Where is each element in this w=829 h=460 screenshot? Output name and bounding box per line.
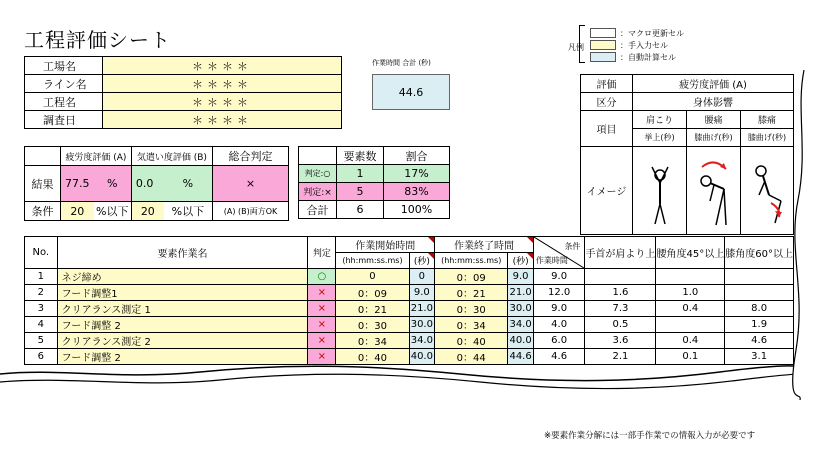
- result-table: [24, 146, 289, 221]
- row-cond-knee: 8.0: [725, 301, 794, 317]
- count-table: [298, 146, 450, 219]
- table-row: [25, 333, 794, 349]
- attention-cond-unit: %以下: [164, 202, 213, 221]
- total-time-value: 44.6: [372, 74, 450, 110]
- legend-swatch-macro: [590, 28, 616, 38]
- row-cond-wrist: [585, 269, 656, 285]
- info-label-date: 調査日: [25, 111, 103, 129]
- row-work-time: 4.6: [533, 349, 585, 365]
- item-label: 項目: [581, 111, 633, 147]
- fatigue-header: 疲労度評価 (A): [61, 147, 132, 166]
- row-cond-waist: 0.4: [656, 301, 725, 317]
- legend-text-macro: ：マクロ更新セル: [620, 29, 684, 38]
- row-judge: ×: [308, 349, 336, 365]
- category-label: 区分: [581, 93, 633, 111]
- row-start-sec: 34.0: [409, 333, 434, 349]
- legend-swatch-auto: [590, 52, 616, 62]
- row-start-time[interactable]: 0: [336, 269, 409, 285]
- total-time-label: 作業時間 合計 (秒): [372, 59, 431, 67]
- item-shoulder-bottom: 挙上(秒): [633, 129, 687, 147]
- sheet-title: 工程評価シート: [24, 28, 171, 52]
- row-no: 5: [25, 333, 58, 349]
- row-cond-wrist: 7.3: [585, 301, 656, 317]
- row-name[interactable]: ネジ締め: [57, 269, 308, 285]
- item-knee-bottom: 膝曲げ(秒): [741, 129, 794, 147]
- count-ok-label: 判定:○: [299, 165, 337, 183]
- info-label-process: 工程名: [25, 93, 103, 111]
- row-cond-wrist: 0.5: [585, 317, 656, 333]
- result-corner: [25, 147, 61, 166]
- row-judge: ○: [308, 269, 336, 285]
- squatting-figure-icon: [745, 149, 789, 229]
- row-end-time[interactable]: 0：34: [435, 317, 508, 333]
- ratio-ok-value: 17%: [384, 165, 450, 183]
- element-table: [24, 236, 794, 365]
- row-name[interactable]: クリアランス測定 2: [57, 333, 308, 349]
- item-waist-bottom: 膝曲げ(秒): [687, 129, 741, 147]
- info-label-factory: 工場名: [25, 57, 103, 75]
- row-end-time[interactable]: 0：44: [435, 349, 508, 365]
- row-start-time[interactable]: 0：34: [336, 333, 409, 349]
- info-label-line: ライン名: [25, 75, 103, 93]
- row-end-time[interactable]: 0：21: [435, 285, 508, 301]
- row-work-time: 9.0: [533, 301, 585, 317]
- info-value-factory[interactable]: ＊＊＊＊: [103, 57, 342, 75]
- row-start-sec: 9.0: [409, 285, 434, 301]
- row-no: 2: [25, 285, 58, 301]
- item-shoulder-top: 肩こり: [633, 111, 687, 129]
- no-header: No.: [25, 237, 58, 269]
- row-end-sec: 34.0: [508, 317, 533, 333]
- row-cond-knee: 4.6: [725, 333, 794, 349]
- overall-header: 総合判定: [213, 147, 289, 166]
- judge-header: 判定: [308, 237, 336, 269]
- attention-cond-value[interactable]: 20: [131, 202, 163, 221]
- row-no: 4: [25, 317, 58, 333]
- row-end-time[interactable]: 0：40: [435, 333, 508, 349]
- row-end-sec: 21.0: [508, 285, 533, 301]
- row-cond-wrist: 1.6: [585, 285, 656, 301]
- image-waist: [687, 147, 741, 235]
- row-start-sec: 30.0: [409, 317, 434, 333]
- row-cond-waist: [656, 269, 725, 285]
- legend-swatch-manual: [590, 40, 616, 50]
- row-cond-wrist: 2.1: [585, 349, 656, 365]
- count-total-label: 合計: [299, 201, 337, 219]
- eval-value: 疲労度評価 (A): [633, 75, 794, 93]
- start-format: (hh:mm:ss.ms): [336, 253, 409, 269]
- fatigue-unit: %: [94, 166, 132, 202]
- torn-edge: [0, 360, 829, 400]
- row-start-sec: 21.0: [409, 301, 434, 317]
- count-header: 要素数: [337, 147, 384, 165]
- row-judge: ×: [308, 333, 336, 349]
- cond-header-wrist: 手首が肩より上: [585, 237, 656, 269]
- row-work-time: 9.0: [533, 269, 585, 285]
- info-value-process[interactable]: ＊＊＊＊: [103, 93, 342, 111]
- row-cond-waist: [656, 317, 725, 333]
- row-start-sec: 40.0: [409, 349, 434, 365]
- row-judge: ×: [308, 317, 336, 333]
- result-row-label: 結果: [25, 166, 61, 202]
- fatigue-table: [580, 74, 794, 235]
- count-total-value: 6: [337, 201, 384, 219]
- ratio-ng-value: 83%: [384, 183, 450, 201]
- image-label: イメージ: [581, 147, 633, 235]
- row-start-time[interactable]: 0：09: [336, 285, 409, 301]
- row-cond-waist: 1.0: [656, 285, 725, 301]
- row-cond-knee: 3.1: [725, 349, 794, 365]
- legend-label: 凡例: [568, 43, 584, 52]
- end-format: (hh:mm:ss.ms): [435, 253, 508, 269]
- table-row: [25, 285, 794, 301]
- row-end-sec: 44.6: [508, 349, 533, 365]
- fatigue-cond-value[interactable]: 20: [61, 202, 94, 221]
- count-ng-label: 判定:×: [299, 183, 337, 201]
- cond-header-knee: 膝角度60°以上: [725, 237, 794, 269]
- row-cond-knee: 1.9: [725, 317, 794, 333]
- legend-text-manual: ：手入力セル: [620, 41, 668, 50]
- count-corner: [299, 147, 337, 165]
- ratio-total-value: 100%: [384, 201, 450, 219]
- overall-value: ×: [213, 166, 289, 202]
- item-waist-top: 腰痛: [687, 111, 741, 129]
- row-name[interactable]: フード調整 2: [57, 349, 308, 365]
- row-cond-knee: [725, 269, 794, 285]
- count-ng-value: 5: [337, 183, 384, 201]
- row-no: 1: [25, 269, 58, 285]
- row-no: 3: [25, 301, 58, 317]
- row-end-sec: 9.0: [508, 269, 533, 285]
- name-header: 要素作業名: [57, 237, 308, 269]
- row-cond-waist: 0.1: [656, 349, 725, 365]
- overall-cond: (A) (B)両方OK: [213, 202, 289, 221]
- row-end-time[interactable]: 0：30: [435, 301, 508, 317]
- arm-raised-figure-icon: [640, 149, 680, 229]
- row-cond-knee: [725, 285, 794, 301]
- table-row: [25, 301, 794, 317]
- footnote: ※要素作業分解には一部手作業での情報入力が必要です: [544, 431, 756, 441]
- end-sec-header: (秒): [508, 253, 533, 269]
- row-end-time[interactable]: 0：09: [435, 269, 508, 285]
- info-value-line[interactable]: ＊＊＊＊: [103, 75, 342, 93]
- row-name[interactable]: フード調整 2: [57, 317, 308, 333]
- row-end-sec: 40.0: [508, 333, 533, 349]
- start-header: 作業開始時間: [336, 237, 435, 253]
- row-work-time: 4.0: [533, 317, 585, 333]
- category-value: 身体影響: [633, 93, 794, 111]
- image-knee: [741, 147, 794, 235]
- attention-value: 0.0: [131, 166, 163, 202]
- row-no: 6: [25, 349, 58, 365]
- cond-row-label: 条件: [25, 202, 61, 221]
- row-name[interactable]: フード調整1: [57, 285, 308, 301]
- row-judge: ×: [308, 285, 336, 301]
- ratio-header: 割合: [384, 147, 450, 165]
- info-table: [24, 56, 342, 129]
- row-cond-wrist: 3.6: [585, 333, 656, 349]
- attention-unit: %: [164, 166, 213, 202]
- row-cond-waist: 0.4: [656, 333, 725, 349]
- row-start-time[interactable]: 0：40: [336, 349, 409, 365]
- start-sec-header: (秒): [409, 253, 434, 269]
- info-value-date[interactable]: ＊＊＊＊: [103, 111, 342, 129]
- row-work-time: 12.0: [533, 285, 585, 301]
- row-start-time[interactable]: 0：21: [336, 301, 409, 317]
- table-row: [25, 317, 794, 333]
- worktime-header: 条件 作業時間: [533, 237, 585, 269]
- attention-header: 気遣い度評価 (B): [131, 147, 212, 166]
- end-header: 作業終了時間: [435, 237, 534, 253]
- legend-text-auto: ：自動計算セル: [620, 53, 676, 62]
- item-knee-top: 膝痛: [741, 111, 794, 129]
- row-name[interactable]: クリアランス測定 1: [57, 301, 308, 317]
- row-judge: ×: [308, 301, 336, 317]
- image-shoulder: [633, 147, 687, 235]
- cond-header-waist: 腰角度45°以上: [656, 237, 725, 269]
- fatigue-value: 77.5: [61, 166, 94, 202]
- count-ok-value: 1: [337, 165, 384, 183]
- row-end-sec: 30.0: [508, 301, 533, 317]
- eval-label: 評価: [581, 75, 633, 93]
- row-start-sec: 0: [409, 269, 434, 285]
- bending-figure-icon: [692, 149, 736, 229]
- torn-right-edge: [792, 70, 829, 400]
- fatigue-cond-unit: %以下: [94, 202, 132, 221]
- table-row: [25, 269, 794, 285]
- row-work-time: 6.0: [533, 333, 585, 349]
- row-start-time[interactable]: 0：30: [336, 317, 409, 333]
